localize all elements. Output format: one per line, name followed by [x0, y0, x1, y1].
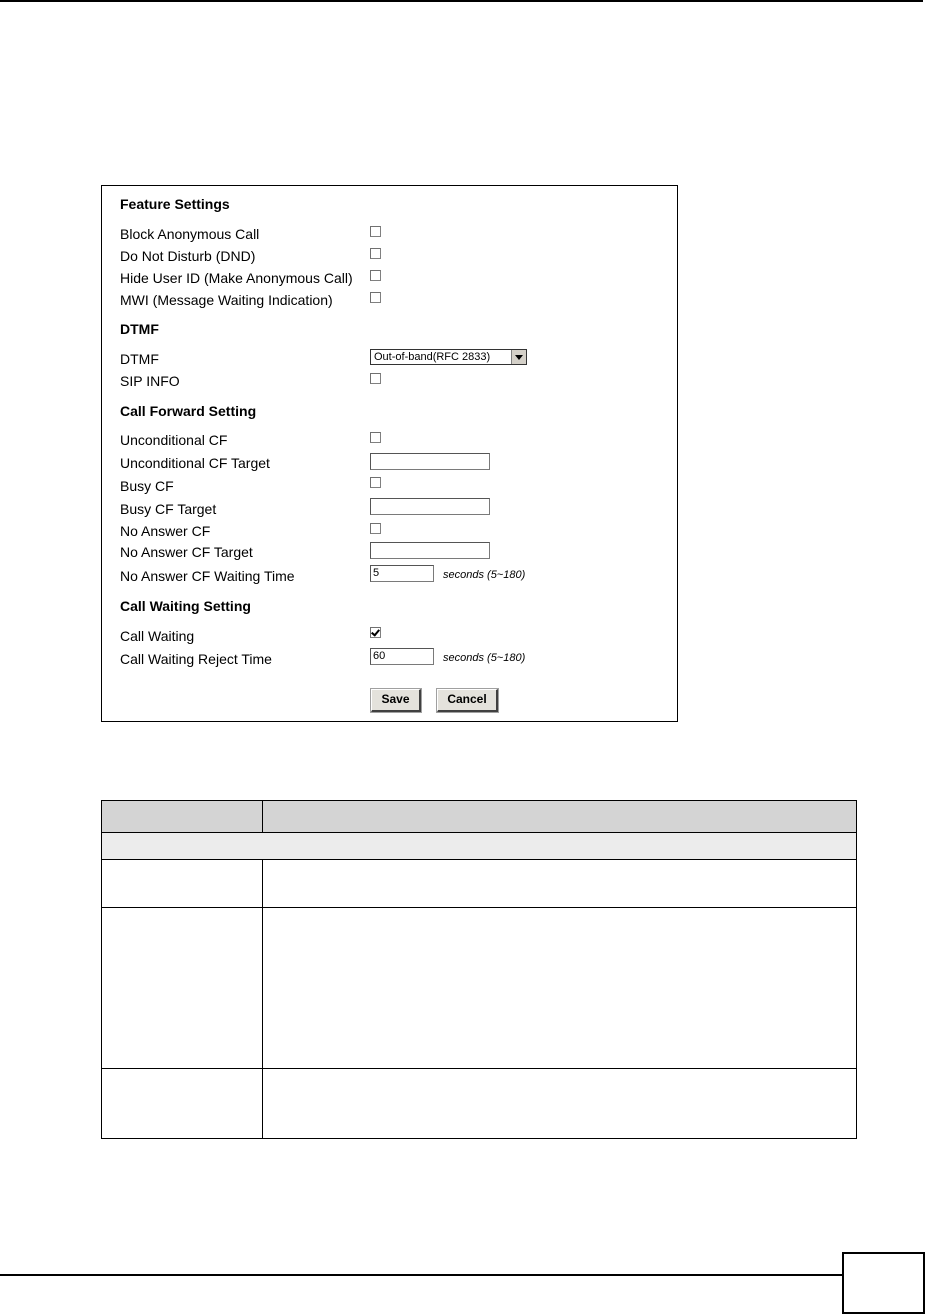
feature-settings-title: Feature Settings: [120, 196, 230, 212]
unconditional-cf-checkbox[interactable]: [370, 432, 381, 443]
voip-feature-settings-panel: [101, 185, 678, 722]
table-column-divider: [262, 860, 263, 907]
page-number-box: [842, 1252, 925, 1314]
save-button[interactable]: Save: [371, 689, 421, 712]
busy-cf-target-input[interactable]: [370, 498, 490, 515]
table-column-divider: [262, 1069, 263, 1138]
cancel-button[interactable]: Cancel: [437, 689, 498, 712]
call-waiting-checkbox[interactable]: [370, 627, 381, 638]
call-forward-title: Call Forward Setting: [120, 403, 257, 419]
call-waiting-reject-time-label: Call Waiting Reject Time: [120, 651, 272, 667]
call-waiting-label: Call Waiting: [120, 628, 195, 644]
call-waiting-reject-time-input[interactable]: 60: [370, 648, 434, 665]
dropdown-arrow-icon[interactable]: [511, 350, 526, 364]
hide-user-id-label: Hide User ID (Make Anonymous Call): [120, 270, 353, 286]
no-answer-cf-checkbox[interactable]: [370, 523, 381, 534]
no-answer-cf-label: No Answer CF: [120, 523, 211, 539]
table-column-divider: [262, 908, 263, 1068]
no-answer-waiting-time-unit: seconds (5~180): [443, 569, 526, 581]
dtmf-mode-label: DTMF: [120, 351, 159, 367]
no-answer-cf-target-label: No Answer CF Target: [120, 544, 253, 560]
no-answer-waiting-time-input[interactable]: 5: [370, 565, 434, 582]
sip-info-label: SIP INFO: [120, 373, 180, 389]
dtmf-title: DTMF: [120, 321, 159, 337]
dtmf-mode-select[interactable]: [370, 349, 527, 365]
call-waiting-title: Call Waiting Setting: [120, 598, 251, 614]
no-answer-waiting-time-label: No Answer CF Waiting Time: [120, 568, 295, 584]
busy-cf-checkbox[interactable]: [370, 477, 381, 488]
block-anonymous-call-checkbox[interactable]: [370, 226, 381, 237]
busy-cf-target-label: Busy CF Target: [120, 501, 217, 517]
mwi-checkbox[interactable]: [370, 292, 381, 303]
unconditional-cf-label: Unconditional CF: [120, 432, 228, 448]
no-answer-cf-target-input[interactable]: [370, 542, 490, 559]
block-anonymous-call-label: Block Anonymous Call: [120, 226, 260, 242]
unconditional-cf-target-input[interactable]: [370, 453, 490, 470]
mwi-label: MWI (Message Waiting Indication): [120, 292, 333, 308]
table-header-row: [102, 801, 856, 833]
sip-info-checkbox[interactable]: [370, 373, 381, 384]
footer-rule: [0, 1274, 843, 1276]
field-description-table: [101, 800, 857, 1139]
table-row: [102, 860, 856, 908]
busy-cf-label: Busy CF: [120, 478, 174, 494]
unconditional-cf-target-label: Unconditional CF Target: [120, 455, 270, 471]
table-row: [102, 1069, 856, 1138]
call-waiting-reject-time-unit: seconds (5~180): [443, 652, 526, 664]
table-column-divider: [262, 801, 263, 832]
dnd-label: Do Not Disturb (DND): [120, 248, 256, 264]
dnd-checkbox[interactable]: [370, 248, 381, 259]
dtmf-mode-value: Out-of-band(RFC 2833): [374, 351, 491, 363]
table-row: [102, 908, 856, 1069]
table-section-row: [102, 833, 856, 860]
top-rule: [0, 0, 923, 2]
hide-user-id-checkbox[interactable]: [370, 270, 381, 281]
